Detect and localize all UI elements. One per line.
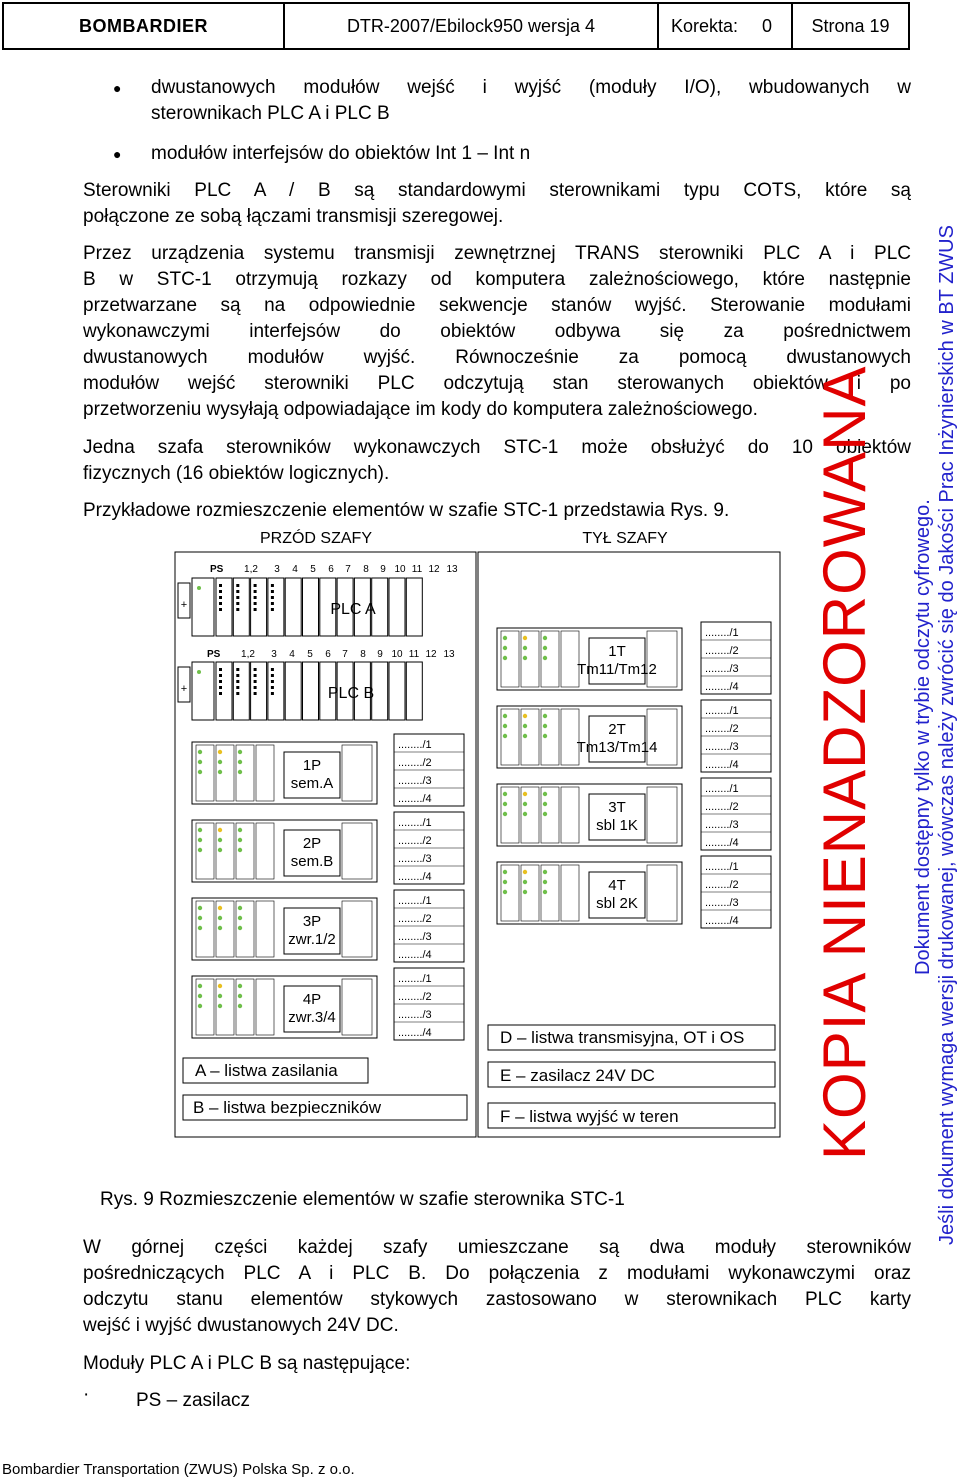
bullet-icon: ● [113,80,122,96]
slot-number: 12 [428,564,440,575]
status-led [198,926,202,930]
card-led [219,608,222,611]
terminal-label: ......../4 [705,837,739,849]
slot-number: 10 [394,564,406,575]
plc-a-label: PLC A [330,601,376,618]
slot-number: 8 [363,564,369,575]
io-card [251,662,267,720]
status-led [238,1004,242,1008]
io-card [268,662,284,720]
slot-number: 8 [360,649,366,660]
terminal-label: ......../3 [398,931,432,943]
status-led [238,984,242,988]
status-led [523,734,527,738]
status-led [523,656,527,660]
slot-number: 1,2 [241,649,255,660]
ps-module [192,662,214,720]
slot-number: 5 [310,564,316,575]
status-led [543,656,547,660]
card-led [236,602,239,605]
rail-module [342,745,372,801]
paragraph-5-line4: wejść i wyjść dwustanowych 24V DC. [83,1315,399,1336]
strip-b-label: B – listwa bezpieczników [193,1098,382,1117]
slot-number: 7 [342,649,348,660]
io-card [233,662,249,720]
card-led [271,608,274,611]
status-led [543,792,547,796]
card-led [271,590,274,593]
slot-number: 4 [292,564,298,575]
status-led [523,870,527,874]
list-item-ps: PS – zasilacz [136,1390,251,1411]
status-led [503,802,507,806]
page-footer: Bombardier Transportation (ZWUS) Polska Sp. z o.o. [2,1461,355,1478]
status-led [218,984,222,988]
terminal-label: ......../1 [398,895,432,907]
status-led [198,848,202,852]
paragraph-1-line2: połączone ze sobą łączami transmisji szeregowej. [83,206,504,227]
status-led [198,828,202,832]
card-led [254,680,257,683]
ps-led [197,586,201,590]
status-led [543,724,547,728]
card-led [254,590,257,593]
io-card [285,662,301,720]
module-function: Tm11/Tm12 [577,661,657,678]
slot-number: 13 [446,564,458,575]
card-led [236,674,239,677]
terminal-label: ......../1 [705,705,739,717]
rail-module [647,865,677,921]
front-module-3 [192,898,377,960]
module-function: sbl 1K [596,817,638,834]
paragraph-2-line6: modułów wejść sterowniki PLC odczytują stan sterowanych obiektów i po [83,373,911,394]
status-led [503,812,507,816]
terminal-label: ......../4 [398,871,432,883]
paragraph-2-line2: B w STC-1 otrzymują rozkazy od komputera zależnościowego, które następnie [83,269,911,290]
status-led [503,646,507,650]
terminal-label: ......../4 [705,681,739,693]
status-led [503,656,507,660]
revision-value: 0 [762,15,773,36]
status-led [523,880,527,884]
status-led [238,848,242,852]
status-led [238,994,242,998]
status-led [218,828,222,832]
status-led [198,994,202,998]
io-card [303,662,319,720]
card-led [254,608,257,611]
module-id: 4P [302,991,322,1008]
terminal-label: ......../2 [705,645,739,657]
paragraph-5-line2: pośredniczących PLC A i PLC B. Do połączenia z modułami wykonawczymi oraz [83,1263,911,1284]
card-led [219,584,222,587]
card-led [236,596,239,599]
terminal-label: ......../4 [398,949,432,961]
company-logo: BOMBARDIER [4,4,285,48]
status-led [238,926,242,930]
card-led [219,602,222,605]
module-id: 3T [608,799,626,816]
strip-f-label: F – listwa wyjść w teren [500,1107,679,1126]
strip-e-label: E – zasilacz 24V DC [500,1066,655,1085]
plc-b-rack [178,662,422,720]
paragraph-5-line1: W górnej części każdej szafy umieszczane są dwa moduły sterowników [83,1237,911,1258]
plus-icon: + [180,599,188,611]
io-card [268,578,284,636]
slot-number: 1,2 [244,564,258,575]
status-led [503,714,507,718]
terminal-label: ......../4 [398,1027,432,1039]
card-led [219,668,222,671]
module-id: 2P [302,835,322,852]
paragraph-2-line1: Przez urządzenia systemu transmisji zewnętrznej TRANS sterowniki PLC A i PLC [83,243,911,264]
card-led [254,668,257,671]
terminal-label: ......../4 [705,915,739,927]
card-led [236,668,239,671]
revision-label: Korekta: [671,15,739,36]
status-led [238,916,242,920]
status-led [523,636,527,640]
io-card [406,662,422,720]
terminal-label: ......../2 [398,835,432,847]
slot-number: 9 [380,564,386,575]
status-led [523,812,527,816]
status-led [543,870,547,874]
terminal-block [701,856,771,928]
status-led [523,646,527,650]
strip-d-label: D – listwa transmisyjna, OT i OS [500,1028,745,1047]
document-id: DTR-2007/Ebilock950 wersja 4 [285,4,659,48]
paragraph-2-line3: przetwarzane są na odpowiednie sekwencje stanów wyjść. Sterowanie modułami [83,295,911,316]
card-led [254,596,257,599]
slot-number: 3 [274,564,280,575]
back-module-2 [497,706,682,768]
slot-number: 3 [271,649,277,660]
page-number: Strona 19 [811,15,890,36]
status-led [218,760,222,764]
status-led [543,802,547,806]
slot-number: 9 [377,649,383,660]
io-card [389,662,405,720]
status-led [238,838,242,842]
status-led [218,750,222,754]
terminal-label: ......../1 [705,627,739,639]
card-led [254,686,257,689]
ps-label: PS [210,564,224,575]
module-function: sem.A [290,775,334,792]
status-led [238,828,242,832]
rail-module [561,631,579,687]
terminal-block [394,968,464,1040]
io-card [216,578,232,636]
watermark-line1: Dokument dostępny tylko w trybie odczytu cyfrowego. [912,499,934,975]
back-title: TYŁ SZAFY [582,530,668,547]
card-led [271,686,274,689]
module-function: zwr.3/4 [288,1009,336,1026]
terminal-label: ......../1 [705,861,739,873]
status-led [543,812,547,816]
slot-number: 7 [345,564,351,575]
status-led [218,770,222,774]
front-title: PRZÓD SZAFY [259,530,373,547]
front-module-4 [192,976,377,1038]
terminal-label: ......../1 [398,817,432,829]
back-module-3 [497,784,682,846]
back-module-1 [497,628,682,690]
terminal-label: ......../3 [398,853,432,865]
status-led [198,770,202,774]
terminal-label: ......../3 [705,663,739,675]
terminal-label: ......../3 [705,897,739,909]
terminal-label: ......../2 [705,723,739,735]
status-led [198,984,202,988]
slot-number: 13 [443,649,455,660]
status-led [543,734,547,738]
card-led [219,590,222,593]
status-led [523,792,527,796]
bullet-1-line1: dwustanowych modułów wejść i wyjść (moduły I/O), wbudowanych w [151,77,911,98]
slot-number: 12 [425,649,437,660]
slot-number: 6 [328,564,334,575]
paragraph-4: Przykładowe rozmieszczenie elementów w szafie STC-1 przedstawia Rys. 9. [83,500,730,521]
card-led [271,674,274,677]
rail-module [342,823,372,879]
module-id: 2T [608,721,626,738]
status-led [503,636,507,640]
plus-icon: + [180,683,188,695]
terminal-label: ......../2 [398,757,432,769]
status-led [218,906,222,910]
terminal-label: ......../2 [398,991,432,1003]
terminal-block [701,622,771,694]
io-card [406,578,422,636]
front-module-1 [192,742,377,804]
terminal-block [394,812,464,884]
status-led [543,890,547,894]
list-marker: · [83,1384,90,1405]
module-function: Tm13/Tm14 [576,739,658,756]
card-led [219,596,222,599]
status-led [218,848,222,852]
status-led [523,890,527,894]
io-card [251,578,267,636]
status-led [543,714,547,718]
io-card [303,578,319,636]
terminal-block [394,734,464,806]
rail-module [647,631,677,687]
paragraph-3-line1: Jedna szafa sterowników wykonawczych STC-1 może obsłużyć do 10 obiektów [83,437,911,458]
card-led [254,602,257,605]
slot-number: 6 [325,649,331,660]
paragraph-1-line1: Sterowniki PLC A / B są standardowymi sterownikami typu COTS, które są [83,180,911,201]
paragraph-2-line7: przetworzeniu wysyłają odpowiadające im kody do komputera zależnościowego. [83,399,758,420]
terminal-block [701,700,771,772]
status-led [503,870,507,874]
watermark-line2: Jeśli dokument wymaga wersji drukowanej, wówczas należy zwrócić się do Jakości Prac Inżynierskich w BT ZWUS [936,225,958,1245]
card-led [271,680,274,683]
card-led [219,680,222,683]
bullet-icon: ● [113,146,122,162]
slot-number: 5 [307,649,313,660]
card-led [254,584,257,587]
ps-led [197,670,201,674]
ps-label: PS [207,649,221,660]
paragraph-3-line2: fizycznych (16 obiektów logicznych). [83,463,390,484]
module-id: 1P [302,757,322,774]
terminal-block [701,778,771,850]
rail-module [342,901,372,957]
rail-module [256,979,274,1035]
plc-b-label: PLC B [327,685,375,702]
card-led [254,692,257,695]
card-led [236,692,239,695]
card-led [236,680,239,683]
terminal-label: ......../3 [705,741,739,753]
io-card [233,578,249,636]
card-led [219,674,222,677]
io-card [216,662,232,720]
rail-module [256,823,274,879]
terminal-label: ......../4 [398,793,432,805]
module-id: 3P [302,913,322,930]
status-led [238,770,242,774]
module-function: sbl 2K [596,895,638,912]
slot-number: 11 [408,649,420,660]
status-led [218,994,222,998]
rail-module [256,745,274,801]
status-led [198,1004,202,1008]
terminal-label: ......../1 [398,973,432,985]
rail-module [561,865,579,921]
slot-number: 11 [411,564,423,575]
rail-module [561,709,579,765]
terminal-label: ......../3 [705,819,739,831]
status-led [218,926,222,930]
status-led [198,838,202,842]
terminal-label: ......../4 [705,759,739,771]
status-led [523,714,527,718]
status-led [218,916,222,920]
rail-module [561,787,579,843]
status-led [543,880,547,884]
ps-module [192,578,214,636]
card-led [236,584,239,587]
status-led [198,906,202,910]
card-led [271,692,274,695]
slot-number: 10 [391,649,403,660]
status-led [543,636,547,640]
io-card [285,578,301,636]
card-led [219,692,222,695]
plc-a-rack [178,578,422,636]
rail-module [342,979,372,1035]
status-led [503,792,507,796]
status-led [523,724,527,728]
card-led [254,674,257,677]
module-id: 1T [608,643,626,660]
rail-module [256,901,274,957]
paragraph-5-line3: odczytu stanu elementów stykowych zastosowano w sterownikach PLC karty [83,1289,911,1310]
card-led [271,584,274,587]
terminal-label: ......../2 [705,879,739,891]
bullet-2: modułów interfejsów do obiektów Int 1 – Int n [151,143,531,164]
card-led [271,596,274,599]
module-function: sem.B [290,853,334,870]
status-led [503,724,507,728]
strip-a-label: A – listwa zasilania [195,1061,338,1080]
paragraph-6: Moduły PLC A i PLC B są następujące: [83,1353,411,1374]
status-led [543,646,547,650]
bullet-1-line2: sterownikach PLC A i PLC B [151,103,390,124]
io-card [389,578,405,636]
status-led [238,760,242,764]
status-led [503,880,507,884]
card-led [271,602,274,605]
front-module-2 [192,820,377,882]
status-led [218,1004,222,1008]
status-led [218,838,222,842]
status-led [238,906,242,910]
terminal-label: ......../1 [398,739,432,751]
status-led [198,760,202,764]
rail-module [647,709,677,765]
figure-caption: Rys. 9 Rozmieszczenie elementów w szafie sterownika STC-1 [100,1189,625,1210]
rail-module [647,787,677,843]
terminal-label: ......../1 [705,783,739,795]
status-led [523,802,527,806]
terminal-label: ......../2 [398,913,432,925]
paragraph-2-line4: wykonawczymi interfejsów do obiektów odbywa się za pośrednictwem [83,321,911,342]
status-led [503,734,507,738]
slot-number: 4 [289,649,295,660]
card-led [219,686,222,689]
status-led [503,890,507,894]
watermark-kopia: KOPIA NIENADZOROWANA [811,365,878,1160]
card-led [271,668,274,671]
card-led [236,590,239,593]
terminal-label: ......../3 [398,1009,432,1021]
paragraph-2-line5: dwustanowych modułów wyjść. Równocześnie za pomocą dwustanowych [83,347,911,368]
status-led [198,750,202,754]
terminal-label: ......../2 [705,801,739,813]
status-led [238,750,242,754]
terminal-label: ......../3 [398,775,432,787]
status-led [198,916,202,920]
terminal-block [394,890,464,962]
card-led [236,686,239,689]
module-function: zwr.1/2 [288,931,336,948]
back-module-4 [497,862,682,924]
card-led [236,608,239,611]
module-id: 4T [608,877,626,894]
